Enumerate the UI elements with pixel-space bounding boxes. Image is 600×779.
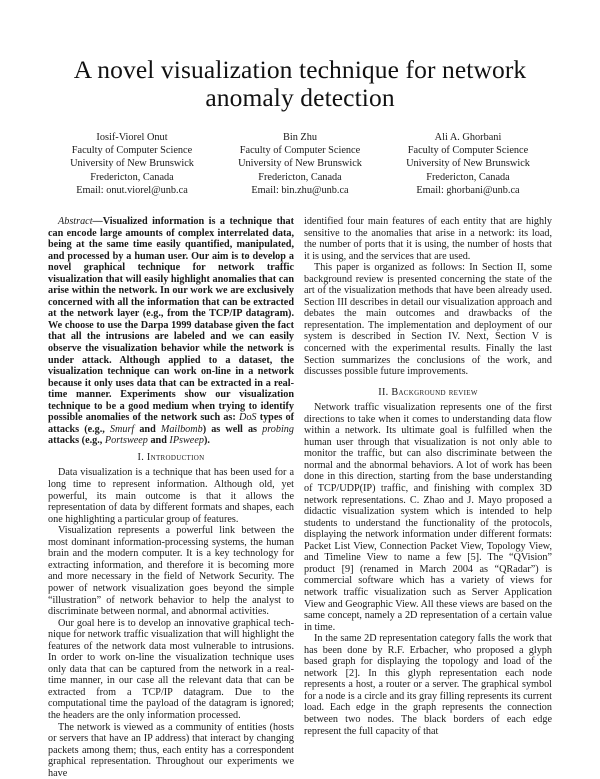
author-email: Email: ghorbani@unb.ca [416, 184, 520, 196]
abstract [48, 216, 294, 447]
term-dos: DoS [238, 412, 257, 424]
abstract-text: ) as well as [202, 423, 263, 435]
paragraph: Our goal here is to develop an innovative graphical technique for network traffic visualization that will highlight the features of the network data most vulnerable to intrusions. In order to work on-line the visualization technique uses only data that can be captured from the network in a real-time manner, in our case all the relevant data that can be extracted from a TCP/IP datagram. Due to the computational time the payload of the datagram is ignored; the headers are the only information processed. [48, 617, 294, 721]
term-probing: probing [262, 423, 294, 435]
abstract-text: and [147, 435, 170, 447]
author-location: Fredericton, Canada [258, 171, 342, 183]
author-university: University of New Brunswick [70, 158, 194, 170]
author-location: Fredericton, Canada [426, 171, 510, 183]
term-smurf: Smurf [109, 423, 135, 435]
author-name: Iosif-Viorel Onut [96, 132, 168, 143]
section-title: Introduction [146, 451, 205, 463]
section-number: I. [137, 451, 145, 463]
author-block [48, 131, 552, 197]
paragraph: Visualization represents a powerful link between the most dominant information-processing systems, the human brain and the modern computer. It is a key technology for extracting information, and therefore it is becoming more and more necessary in the field of Network Security. The power of network visualization goes beyond the simple “illustration” of network behavior to help the analyst to discriminate between normal, and abnormal activities. [48, 525, 294, 618]
author-location: Fredericton, Canada [90, 171, 174, 183]
section-number: II. [378, 386, 389, 398]
title-line-1: A novel visualization technique for network [73, 55, 527, 84]
left-column [48, 216, 294, 779]
abstract-text: attacks (e.g., [48, 435, 105, 447]
abstract-text: Visualized information is a technique that can encode large amounts of complex interrelated data, being at the same time easily quantified, manipulated, and processed by a human user. Our aim is to develop a novel graphical technique for network traffic visualization that will easily highlight anomalies that can arise within the network. In our work we are exclusively concerned with all the information that can be extracted at the network layer (e.g., from the TCP/IP datagram). We choose to use the Darpa 1999 database given the fact that all the intrusions are labeled and we can easily observe the visualization behavior while the network is under attack. Although applied to a dataset, the visualization technique can work on-line in a network because it only uses data that can be extracted in a real-time manner. Experiments show our visualization technique to be a good medium when trying to identify possible anomalies of the network such as: [48, 216, 294, 424]
term-portsweep: Portsweep [104, 435, 148, 447]
paragraph: Data visualization is a technique that has been used for a long time to represent information. Although old, yet powerful, its main outcome is that it allows the representation of data by different formats and shapes, each one highlighting a particular group of features. [48, 467, 294, 525]
abstract-dash: — [92, 216, 103, 227]
author-2 [216, 131, 384, 197]
abstract-label: Abstract [58, 216, 93, 227]
paragraph: The network is viewed as a community of entities (hosts or servers that have an IP address) that interact by changing packets among them; thus, each entity has a correspondent graphical representation. Throughout our experiments we have [48, 721, 294, 779]
author-email: Email: onut.viorel@unb.ca [76, 184, 188, 196]
section-heading-background-review [304, 387, 552, 399]
section-title: Background review [391, 386, 478, 398]
term-mailbomb: Mailbomb [160, 423, 203, 435]
paper-title [0, 56, 600, 112]
author-3 [384, 131, 552, 197]
author-university: University of New Brunswick [406, 158, 530, 170]
paragraph-continued: identified four main features of each entity that are highly sensitive to the anomalies that arise in a network: its load, the number of ports that it is using, the number of hosts that it is using, and the services that are used. [304, 216, 552, 262]
abstract-text: and [134, 423, 161, 435]
paragraph: This paper is organized as follows: In Section II, some background review is presented concerning the state of the art of the visualization methods that have been already used. Section III describes in detail our visualization approach and debates the main outcomes and drawbacks of the representation. The implementation and deployment of our system is described in Section IV. Next, Section V is concerned with the experimental results. Finally the last Section summarizes the conclusions of the work, and discusses possible future improvements. [304, 262, 552, 378]
paragraph: Network traffic visualization represents one of the first directions to take when it comes to understanding data flow within a network. Its ultimate goal is fulfilled when the human user through that visualization is not only able to monitor the traffic, but can also discriminate between the normal and the abnormal behaviors. A lot of work has been done in this direction, starting from the base understanding of TCP/UDP(IP) traffic, and finishing with complex 3D network representations. C. Zhao and J. Mayo proposed a didactic visualization system which is intended to help students to understand the functionality of the protocols, displaying the network information under different formats: Packet List View, Connection Packet View, Topology View, and Timeline View to name a few [5]. The “QVision” product [9] (renamed in March 2004 as “QRadar”) is commercial software which has a variety of views for network traffic visualization such as Server Application View and Geographic View. All these views are based on the same concept, namely a 2D representation of a certain value in time. [304, 402, 552, 633]
abstract-text: ). [203, 435, 210, 447]
author-dept: Faculty of Computer Science [239, 145, 361, 157]
paragraph: In the same 2D representation category falls the work that has been done by R.F. Erbacher, who proposed a glyph based graph for displaying the topology and load of the network [2]. In this glyph representation each node represents a host, a router or a server. The graphical symbol for a node is a circle and its gray filling represents its current load. Each edge in the graph represents the connection between two nodes. The black borders of each edge represent the full capacity of that [304, 633, 552, 737]
author-dept: Faculty of Computer Science [407, 145, 529, 157]
author-name: Bin Zhu [282, 132, 318, 143]
author-name: Ali A. Ghorbani [434, 132, 502, 143]
abstract-text: types of attacks (e.g., [48, 412, 295, 435]
term-ipsweep: IPsweep [169, 435, 204, 447]
title-line-2: anomaly detection [205, 83, 395, 112]
author-email: Email: bin.zhu@unb.ca [251, 184, 349, 196]
author-1 [48, 131, 216, 197]
author-dept: Faculty of Computer Science [71, 145, 193, 157]
section-heading-introduction [48, 452, 294, 464]
author-university: University of New Brunswick [238, 158, 362, 170]
right-column [304, 216, 552, 737]
